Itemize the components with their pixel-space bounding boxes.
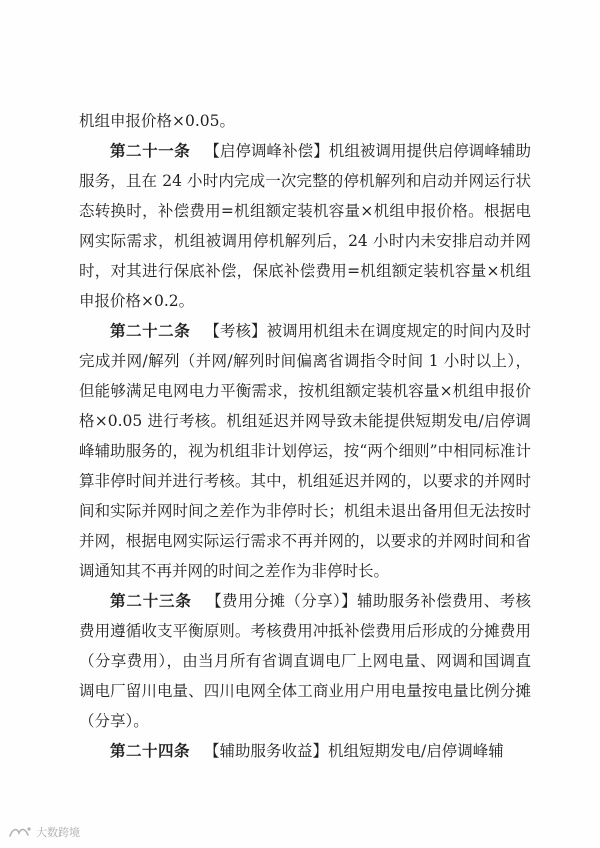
article-number: 第二十二条 (110, 322, 191, 340)
document-body (79, 106, 531, 766)
article-text: 被调用机组未在调度规定的时间内及时完成并网/解列（并网/解列时间偏离省调指令时间 1 小时以上），但能够满足电网电力平衡需求，按机组额定装机容量×机组申报价格×0.05 进行考核。机组延迟并网导致未能提供短期发电/启停调峰辅助服务的，视为机组非计划停运，按“两个细则”中相同标准计算非停时间并进行考核。其中，机组延迟并网的，以要求的并网时间和实际并网时间之差作为非停时长；机组未退出备用但无法按时并网，根据电网实际运行需求不再并网的，以要求的并网时间和省调通知其不再并网的时间之差作为非停时长。 (79, 322, 531, 580)
paragraph-text: 机组申报价格×0.05。 (79, 112, 235, 130)
article-title: 【启停调峰补偿】 (204, 142, 329, 160)
article-text: 机组短期发电/启停调峰辅 (328, 742, 504, 760)
article-number: 第二十四条 (110, 742, 191, 760)
article-number: 第二十三条 (110, 592, 192, 610)
article-21 (79, 136, 531, 316)
article-title: 【费用分摊（分享）】 (205, 592, 357, 610)
article-24 (79, 736, 531, 766)
article-text: 机组被调用提供启停调峰辅助服务，且在 24 小时内完成一次完整的停机解列和启动并网运行状态转换时，补偿费用=机组额定装机容量×机组申报价格。根据电网实际需求，机组被调用停机解列后，24 小时内未安排启动并网时，对其进行保底补偿，保底补偿费用=机组额定装机容量×机组申报价格×0.2。 (79, 142, 531, 310)
article-title: 【考核】 (204, 322, 267, 340)
article-23 (79, 586, 531, 736)
article-title: 【辅助服务收益】 (204, 742, 329, 760)
watermark (8, 824, 80, 840)
article-number: 第二十一条 (110, 142, 191, 160)
article-text: 辅助服务补偿费用、考核费用遵循收支平衡原则。考核费用冲抵补偿费用后形成的分摊费用（分享费用），由当月所有省调直调电厂上网电量、网调和国调直调电厂留川电量、四川电网全体工商业用户用电量按电量比例分摊（分享）。 (79, 592, 531, 730)
paragraph-continuation (79, 106, 531, 136)
watermark-text: 大数跨境 (36, 826, 80, 839)
article-22 (79, 316, 531, 586)
brand-logo-icon (8, 825, 32, 839)
